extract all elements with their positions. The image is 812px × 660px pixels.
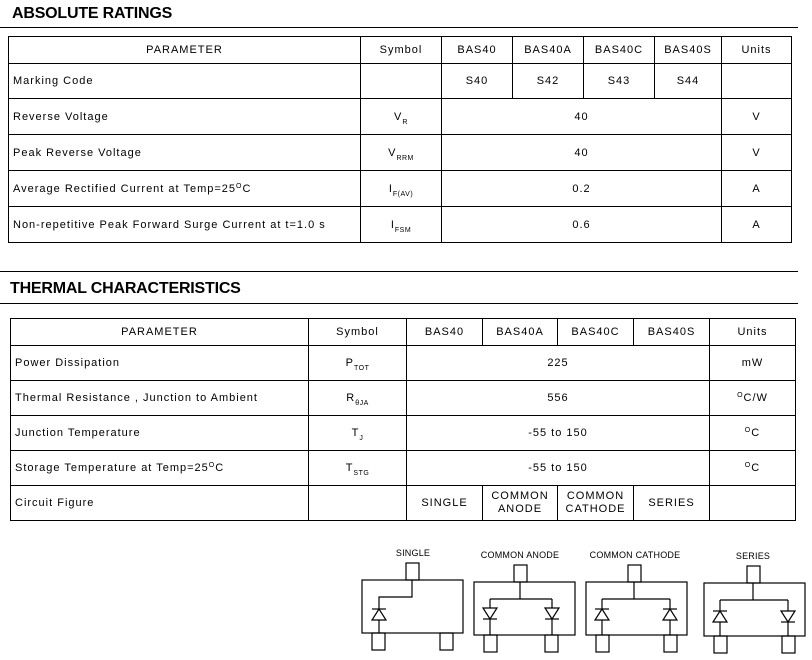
circuit-series: SERIES: [634, 486, 710, 521]
header-bas40: BAS40: [407, 319, 483, 346]
value-thermal-resistance: 556: [407, 381, 710, 416]
unit-storage-temperature: $^O$C: [710, 451, 796, 486]
param-thermal-resistance: Thermal Resistance , Junction to Ambient: [11, 381, 309, 416]
thermal-characteristics-title: THERMAL CHARACTERISTICS: [10, 280, 241, 297]
param-surge-current: Non-repetitive Peak Forward Surge Current at t=1.0 s: [9, 207, 361, 243]
param-junction-temperature: Junction Temperature: [11, 416, 309, 451]
circuit-common-anode: COMMON ANODE: [483, 486, 558, 521]
symbol-vrrm: $V_{RRM}$: [361, 135, 442, 171]
figure-label-common-anode: COMMON ANODE: [480, 550, 560, 560]
value-surge-current: 0.6: [442, 207, 722, 243]
header-parameter: PARAMETER: [11, 319, 309, 346]
param-storage-temperature: Storage Temperature at $Temp=25^OC$: [11, 451, 309, 486]
header-bas40: BAS40: [442, 37, 513, 64]
marking-bas40s: S44: [655, 64, 722, 99]
symbol-tj: $T_J$: [309, 416, 407, 451]
header-symbol: Symbol: [309, 319, 407, 346]
value-power-dissipation: 225: [407, 346, 710, 381]
param-average-rectified-current: Average Rectified Current at $Temp=25^OC$: [9, 171, 361, 207]
symbol-vr: $V_R$: [361, 99, 442, 135]
unit-reverse-voltage: V: [722, 99, 792, 135]
value-peak-reverse-voltage: 40: [442, 135, 722, 171]
value-reverse-voltage: 40: [442, 99, 722, 135]
circuit-figure-label: Circuit Figure: [11, 486, 309, 521]
unit-surge-current: A: [722, 207, 792, 243]
unit-power-dissipation: mW: [710, 346, 796, 381]
symbol-ptot: $P_{TOT}$: [309, 346, 407, 381]
figure-label-common-cathode: COMMON CATHODE: [589, 550, 681, 560]
circuit-common-cathode: COMMON CATHODE: [558, 486, 634, 521]
unit-average-rectified-current: A: [722, 171, 792, 207]
value-storage-temperature: -55 to 150: [407, 451, 710, 486]
value-junction-temperature: -55 to 150: [407, 416, 710, 451]
header-bas40s: BAS40S: [634, 319, 710, 346]
absolute-ratings-title: ABSOLUTE RATINGS: [12, 5, 173, 22]
value-average-rectified-current: 0.2: [442, 171, 722, 207]
header-bas40a: BAS40A: [513, 37, 584, 64]
marking-code-label: Marking Code: [9, 64, 361, 99]
marking-bas40c: S43: [584, 64, 655, 99]
marking-bas40: S40: [442, 64, 513, 99]
symbol-rtheta-ja: $R_{\theta JA}$: [309, 381, 407, 416]
header-units: Units: [722, 37, 792, 64]
header-bas40c: BAS40C: [584, 37, 655, 64]
marking-bas40a: S42: [513, 64, 584, 99]
figure-label-single: SINGLE: [395, 548, 431, 558]
header-parameter: PARAMETER: [9, 37, 361, 64]
figure-label-series: SERIES: [735, 551, 771, 561]
circuit-single: SINGLE: [407, 486, 483, 521]
unit-peak-reverse-voltage: V: [722, 135, 792, 171]
symbol-ifsm: $I_{FSM}$: [361, 207, 442, 243]
symbol-tstg: $T_{STG}$: [309, 451, 407, 486]
param-reverse-voltage: Reverse Voltage: [9, 99, 361, 135]
header-bas40s: BAS40S: [655, 37, 722, 64]
symbol-ifav: $I_{F(AV)}$: [361, 171, 442, 207]
param-peak-reverse-voltage: Peak Reverse Voltage: [9, 135, 361, 171]
unit-junction-temperature: $^O$C: [710, 416, 796, 451]
header-bas40c: BAS40C: [558, 319, 634, 346]
header-bas40a: BAS40A: [483, 319, 558, 346]
header-symbol: Symbol: [361, 37, 442, 64]
unit-thermal-resistance: $^O$C/W: [710, 381, 796, 416]
header-units: Units: [710, 319, 796, 346]
param-power-dissipation: Power Dissipation: [11, 346, 309, 381]
